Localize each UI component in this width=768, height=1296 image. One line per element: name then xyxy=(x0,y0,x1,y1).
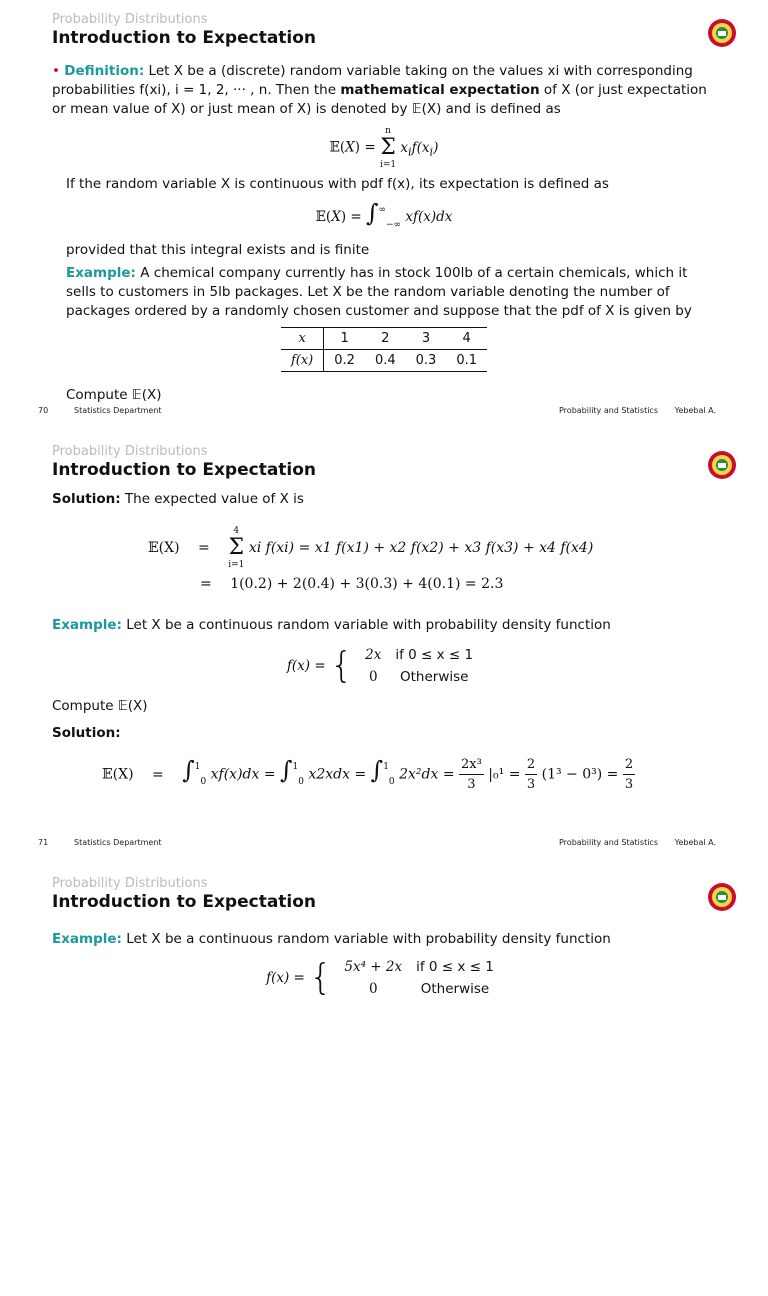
section-title: Probability Distributions xyxy=(52,876,208,891)
definition-block xyxy=(52,62,716,405)
definition-paragraph: • Definition: Let X be a (discrete) random variable taking on the values xi with corresponding probabilities f(xi), i = 1, 2, ··· , n. Then the mathematical expectation of X (or just expectation or mean value of X) or just mean of X) is denoted by 𝔼(X) and is defined as xyxy=(52,63,707,117)
example-label: Example: xyxy=(52,931,122,947)
compute-text: Compute 𝔼(X) xyxy=(52,698,148,714)
definition-bold: mathematical expectation xyxy=(340,82,540,98)
example-label: Example: xyxy=(66,264,136,281)
frame-title: Introduction to Expectation xyxy=(52,28,317,48)
example-text: Let X be a continuous random variable with probability density function xyxy=(126,931,611,947)
page-number: 71 xyxy=(38,838,49,847)
slide-70 xyxy=(0,0,768,432)
summation-symbol: 4 Σ i=1 xyxy=(228,526,245,570)
table-header-cell: f(x) xyxy=(281,349,324,371)
definition-text-1: Let X be a (discrete) random variable taking on the values xi with corresponding probabilities f(xi), i = 1, 2, ··· , n. Then the xyxy=(52,63,693,98)
example-text: A chemical company currently has in stock 100lb of a certain chemicals, which it sells to customers in 5lb packages. Let X be the random variable denoting the number of packages ordered by a randomly chosen customer and suppose that the pdf of X is given by xyxy=(66,264,692,319)
solution-text: The expected value of X is xyxy=(124,491,304,507)
derivation-line-1: 𝔼(X) = 4 Σ i=1 xi f(xi) = x1 f(x1) + x2 f(x2) + x3 f(x3) + x4 f(x4) xyxy=(148,526,594,570)
table-cell: 4 xyxy=(446,327,487,349)
example-paragraph xyxy=(52,930,716,949)
table-cell: 0.1 xyxy=(446,349,487,371)
frame-title: Introduction to Expectation xyxy=(52,892,317,912)
example-paragraph xyxy=(66,264,716,321)
provided-text: provided that this integral exists and is finite xyxy=(66,241,370,258)
pdf-definition: f(x) = { 5x⁴ + 2x if 0 ≤ x ≤ 1 0 Otherwise xyxy=(52,955,716,1001)
pdf-definition: f(x) = { 2x if 0 ≤ x ≤ 1 0 Otherwise xyxy=(52,643,716,689)
derivation-line-2: = 1(0.2) + 2(0.4) + 3(0.3) + 4(0.1) = 2.3 xyxy=(200,576,504,592)
slide-72 xyxy=(0,864,768,1296)
continuous-text: If the random variable X is continuous with pdf f(x), its expectation is defined as xyxy=(66,176,609,192)
frame-title: Introduction to Expectation xyxy=(52,460,317,480)
page-number: 70 xyxy=(38,406,49,415)
footer-author: Yebebal A. xyxy=(674,406,716,415)
compute-text: Compute 𝔼(X) xyxy=(66,386,162,403)
example-label: Example: xyxy=(52,617,122,633)
example-block xyxy=(52,930,716,1001)
expectation-derivation xyxy=(148,525,716,594)
table-cell: 0.2 xyxy=(324,349,365,371)
slide-71 xyxy=(0,432,768,864)
summation-symbol: n Σ i=1 xyxy=(379,126,397,170)
footer-author: Yebebal A. xyxy=(674,838,716,847)
pmf-table xyxy=(281,327,487,372)
integral-solution: 𝔼(X) = ∫$^1_0$ xf(x)dx = ∫$^1_0$ x2xdx = ∫$^1_0$ 2x²dx = $\frac{\text{2x³}}{3}$ |₀¹ = $\frac{2}{3}$ (1³ − 0³) = $\frac{2}{3}$ xyxy=(102,756,634,792)
piecewise-cases: 5x⁴ + 2x if 0 ≤ x ≤ 1 0 Otherwise xyxy=(344,959,494,997)
table-row xyxy=(281,349,487,371)
footer-department: Statistics Department xyxy=(74,838,162,847)
solution-line xyxy=(52,490,716,509)
example-text: Let X be a continuous random variable with probability density function xyxy=(126,617,611,633)
table-cell: 0.3 xyxy=(406,349,447,371)
example-paragraph xyxy=(52,616,716,635)
table-row xyxy=(281,327,487,349)
definition-text-2: of X (or just expectation or mean value of X) or just mean of X) is denoted by 𝔼(X) and is defined as xyxy=(52,82,707,117)
solution-label: Solution: xyxy=(52,491,121,507)
table-cell: 0.4 xyxy=(365,349,406,371)
solution-block xyxy=(52,490,716,794)
footer-department: Statistics Department xyxy=(74,406,162,415)
table-cell: 3 xyxy=(406,327,447,349)
university-logo-icon xyxy=(707,450,737,480)
section-title: Probability Distributions xyxy=(52,12,208,27)
university-logo-icon xyxy=(707,18,737,48)
table-cell: 1 xyxy=(324,327,365,349)
footer-course: Probability and Statistics xyxy=(559,406,658,415)
footer-course: Probability and Statistics xyxy=(559,838,658,847)
table-header-cell: x xyxy=(281,327,324,349)
piecewise-cases: 2x if 0 ≤ x ≤ 1 0 Otherwise xyxy=(365,647,474,685)
table-cell: 2 xyxy=(365,327,406,349)
continuous-formula: 𝔼(X) = $\int^\infty_{-\infty}$ xf(x)dx xyxy=(52,198,716,237)
university-logo-icon xyxy=(707,882,737,912)
solution-label-2: Solution: xyxy=(52,725,121,741)
integral-symbol: $\int^\infty_{-\infty}$ xyxy=(365,199,402,230)
discrete-formula: 𝔼(X) = n Σ i=1 $x_if(x_i)$ xyxy=(329,126,439,170)
section-title: Probability Distributions xyxy=(52,444,208,459)
definition-label: Definition: xyxy=(64,63,145,79)
